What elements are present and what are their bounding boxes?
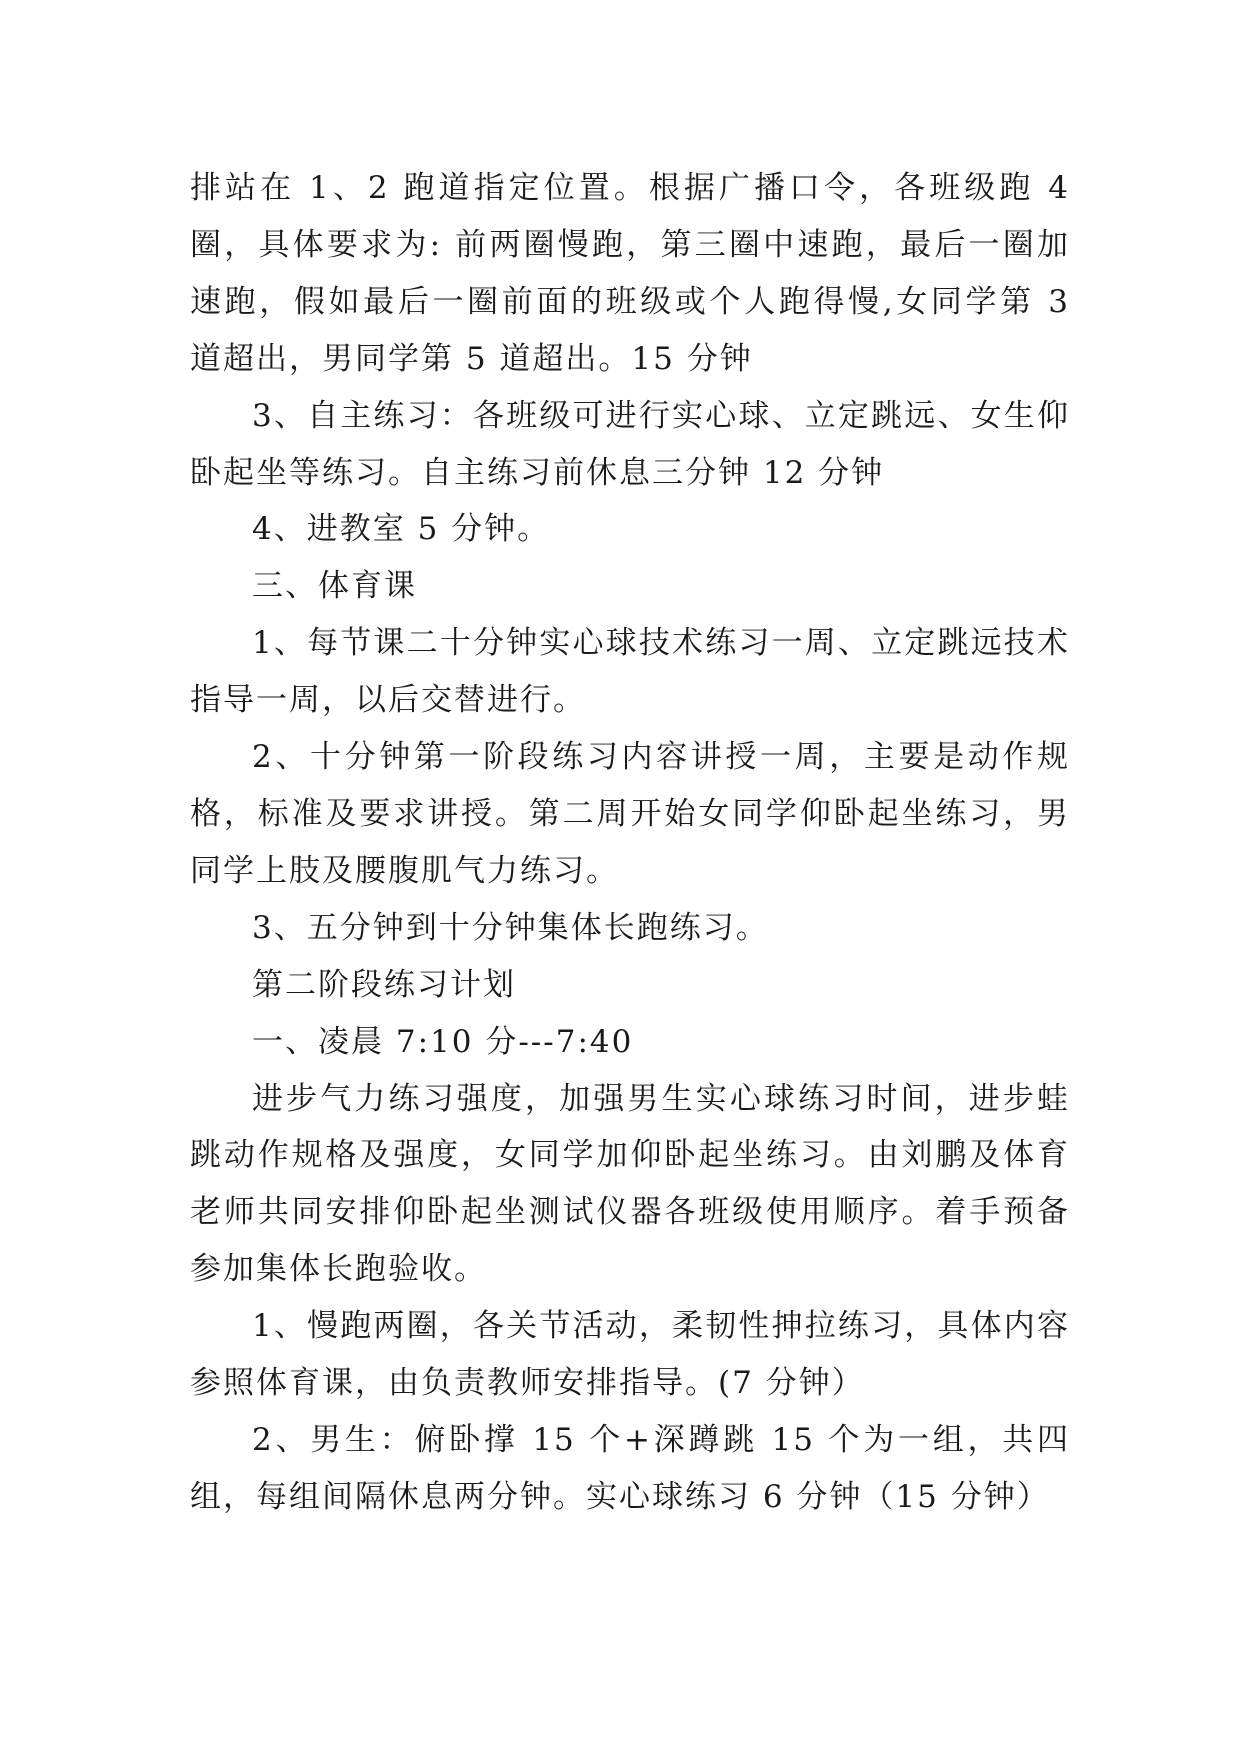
paragraph: 3、自主练习：各班级可进行实心球、立定跳远、女生仰卧起坐等练习。自主练习前休息三分钟 12 分钟	[190, 397, 1070, 491]
paragraph: 4、进教室 5 分钟。	[252, 511, 551, 548]
paragraph: 1、每节课二十分钟实心球技术练习一周、立定跳远技术指导一周，以后交替进行。	[190, 625, 1070, 719]
paragraph: 1、慢跑两圈，各关节活动，柔韧性抻拉练习，具体内容参照体育课，由负责教师安排指导。(7 分钟）	[190, 1308, 1070, 1402]
paragraph: 3、五分钟到十分钟集体长跑练习。	[252, 909, 769, 946]
section-heading: 三、体育课	[252, 568, 417, 605]
paragraph: 进步气力练习强度，加强男生实心球练习时间，进步蛙跳动作规格及强度，女同学加仰卧起坐练习。由刘鹏及体育老师共同安排仰卧起坐测试仪器各班级使用顺序。着手预备参加集体长跑验收。	[190, 1080, 1070, 1288]
document-body	[190, 160, 1070, 1526]
paragraph: 2、男生：俯卧撑 15 个+深蹲跳 15 个为一组，共四组，每组间隔休息两分钟。实心球练习 6 分钟（15 分钟）	[190, 1421, 1070, 1515]
section-heading: 第二阶段练习计划	[252, 966, 516, 1003]
paragraph: 排站在 1、2 跑道指定位置。根据广播口令，各班级跑 4 圈，具体要求为: 前两圈慢跑，第三圈中速跑，最后一圈加速跑，假如最后一圈前面的班级或个人跑得慢,女同学第 3 道超出，男同学第 5 道超出。15 分钟	[190, 170, 1070, 377]
section-heading: 一、凌晨 7:10 分---7:40	[252, 1023, 634, 1060]
paragraph: 2、十分钟第一阶段练习内容讲授一周，主要是动作规格，标准及要求讲授。第二周开始女同学仰卧起坐练习，男同学上肢及腰腹肌气力练习。	[190, 739, 1070, 889]
